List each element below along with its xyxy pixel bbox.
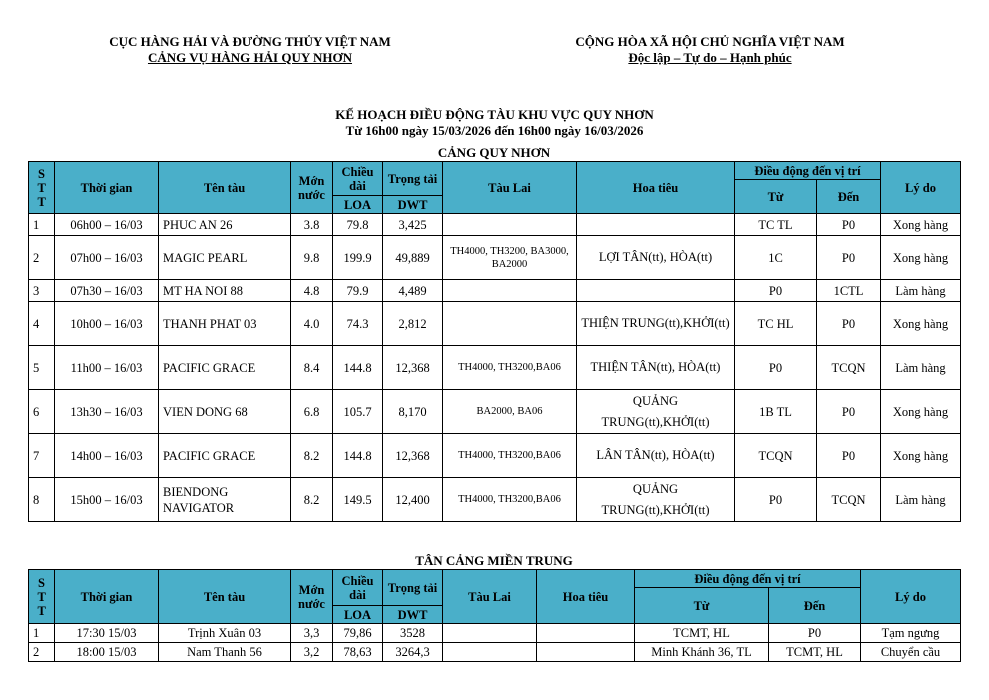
- cell-reason: Xong hàng: [881, 236, 961, 280]
- authority-name: CỤC HÀNG HẢI VÀ ĐƯỜNG THỦY VIỆT NAM: [109, 34, 391, 49]
- cell-dwt: 12,368: [383, 346, 443, 390]
- cell-from: 1C: [735, 236, 817, 280]
- cell-draft: 6.8: [291, 390, 333, 434]
- cell-time: 17:30 15/03: [55, 624, 159, 643]
- cell-tug: BA2000, BA06: [443, 390, 577, 434]
- col2-to: Đến: [769, 588, 861, 624]
- cell-ship: MAGIC PEARL: [159, 236, 291, 280]
- cell-tug: [443, 624, 537, 643]
- section2-table: [28, 569, 961, 662]
- table-row: [29, 624, 961, 643]
- authority-header: [60, 34, 440, 66]
- cell-ship: Trịnh Xuân 03: [159, 624, 291, 643]
- cell-dwt: 12,368: [383, 434, 443, 478]
- cell-loa: 78,63: [333, 643, 383, 662]
- cell-reason: Xong hàng: [881, 214, 961, 236]
- cell-stt: 1: [29, 624, 55, 643]
- cell-pilot: THIỆN TÂN(tt), HÒA(tt): [577, 346, 735, 390]
- national-motto: Độc lập – Tự do – Hạnh phúc: [628, 50, 792, 65]
- col2-reason: Lý do: [861, 570, 961, 624]
- col-draft-l2: nước: [298, 187, 325, 202]
- cell-dwt: 49,889: [383, 236, 443, 280]
- cell-pilot: [537, 624, 635, 643]
- cell-reason: Xong hàng: [881, 302, 961, 346]
- table-row: [29, 434, 961, 478]
- col-move-group: Điều động đến vị trí: [735, 162, 881, 180]
- cell-to: TCMT, HL: [769, 643, 861, 662]
- cell-time: 18:00 15/03: [55, 643, 159, 662]
- cell-stt: 3: [29, 280, 55, 302]
- col-time: Thời gian: [55, 162, 159, 214]
- section1-body: [29, 214, 961, 522]
- cell-time: 15h00 – 16/03: [55, 478, 159, 522]
- cell-reason: Làm hàng: [881, 346, 961, 390]
- cell-to: P0: [769, 624, 861, 643]
- cell-ship: PHUC AN 26: [159, 214, 291, 236]
- cell-stt: 1: [29, 214, 55, 236]
- cell-ship: PACIFIC GRACE: [159, 434, 291, 478]
- col2-loa: LOA: [333, 606, 383, 624]
- cell-time: 14h00 – 16/03: [55, 434, 159, 478]
- cell-tug: TH4000, TH3200,BA06: [443, 346, 577, 390]
- col2-from: Từ: [635, 588, 769, 624]
- col-dwt: DWT: [383, 196, 443, 214]
- cell-ship: BIENDONG NAVIGATOR: [159, 478, 291, 522]
- table-row: [29, 214, 961, 236]
- col2-length: [333, 570, 383, 606]
- cell-to: P0: [817, 214, 881, 236]
- cell-draft: 8.2: [291, 434, 333, 478]
- cell-tug: TH4000, TH3200, BA3000, BA2000: [443, 236, 577, 280]
- cell-loa: 144.8: [333, 434, 383, 478]
- cell-from: TC HL: [735, 302, 817, 346]
- cell-dwt: 2,812: [383, 302, 443, 346]
- col-pilot: Hoa tiêu: [577, 162, 735, 214]
- cell-reason: Làm hàng: [881, 478, 961, 522]
- cell-pilot: QUẢNG TRUNG(tt),KHỞI(tt): [577, 390, 735, 434]
- cell-reason: Tạm ngưng: [861, 624, 961, 643]
- col-tug: Tàu Lai: [443, 162, 577, 214]
- cell-from: Minh Khánh 36, TL: [635, 643, 769, 662]
- cell-draft: 3,3: [291, 624, 333, 643]
- cell-time: 07h30 – 16/03: [55, 280, 159, 302]
- col2-draft-l1: Mớn: [298, 582, 325, 597]
- col2-length-l1: Chiều: [341, 573, 374, 588]
- cell-from: P0: [735, 346, 817, 390]
- col2-dwt: DWT: [383, 606, 443, 624]
- col2-length-l2: dài: [349, 587, 366, 602]
- cell-tug: [443, 302, 577, 346]
- col2-tonnage: Trọng tải: [383, 570, 443, 606]
- cell-pilot: [577, 280, 735, 302]
- table-row: [29, 236, 961, 280]
- cell-stt: 5: [29, 346, 55, 390]
- cell-dwt: 4,489: [383, 280, 443, 302]
- cell-to: 1CTL: [817, 280, 881, 302]
- col-length-l2: dài: [349, 178, 366, 193]
- cell-ship: Nam Thanh 56: [159, 643, 291, 662]
- col-to: Đến: [817, 180, 881, 214]
- cell-to: P0: [817, 236, 881, 280]
- col-length: [333, 162, 383, 196]
- cell-dwt: 3264,3: [383, 643, 443, 662]
- cell-draft: 4.8: [291, 280, 333, 302]
- cell-ship: PACIFIC GRACE: [159, 346, 291, 390]
- col2-ship: Tên tàu: [159, 570, 291, 624]
- plan-subtitle: Từ 16h00 ngày 15/03/2026 đến 16h00 ngày 16/03/2026: [345, 123, 644, 138]
- col2-draft: [291, 570, 333, 624]
- cell-dwt: 3528: [383, 624, 443, 643]
- cell-to: TCQN: [817, 346, 881, 390]
- cell-stt: 7: [29, 434, 55, 478]
- col-draft-l1: Mớn: [298, 173, 325, 188]
- col2-stt: [29, 570, 55, 624]
- cell-time: 10h00 – 16/03: [55, 302, 159, 346]
- cell-tug: TH4000, TH3200,BA06: [443, 434, 577, 478]
- cell-from: 1B TL: [735, 390, 817, 434]
- cell-ship: VIEN DONG 68: [159, 390, 291, 434]
- cell-ship: MT HA NOI 88: [159, 280, 291, 302]
- cell-ship: THANH PHAT 03: [159, 302, 291, 346]
- col-reason: Lý do: [881, 162, 961, 214]
- cell-pilot: [537, 643, 635, 662]
- cell-tug: [443, 643, 537, 662]
- col-draft: [291, 162, 333, 214]
- cell-loa: 149.5: [333, 478, 383, 522]
- cell-pilot: LÂN TÂN(tt), HÒA(tt): [577, 434, 735, 478]
- cell-loa: 105.7: [333, 390, 383, 434]
- cell-loa: 199.9: [333, 236, 383, 280]
- cell-time: 07h00 – 16/03: [55, 236, 159, 280]
- cell-time: 06h00 – 16/03: [55, 214, 159, 236]
- cell-pilot: [577, 214, 735, 236]
- cell-tug: [443, 214, 577, 236]
- national-header: [520, 34, 900, 66]
- cell-loa: 79.8: [333, 214, 383, 236]
- cell-dwt: 3,425: [383, 214, 443, 236]
- cell-draft: 4.0: [291, 302, 333, 346]
- cell-stt: 2: [29, 643, 55, 662]
- cell-loa: 74.3: [333, 302, 383, 346]
- cell-stt: 8: [29, 478, 55, 522]
- col2-pilot: Hoa tiêu: [537, 570, 635, 624]
- table-row: [29, 280, 961, 302]
- cell-loa: 79,86: [333, 624, 383, 643]
- col2-draft-l2: nước: [298, 596, 325, 611]
- col-loa: LOA: [333, 196, 383, 214]
- table-row: [29, 643, 961, 662]
- col-length-l1: Chiều: [341, 164, 374, 179]
- port-authority-name: CẢNG VỤ HÀNG HẢI QUY NHƠN: [147, 50, 353, 65]
- cell-from: TCMT, HL: [635, 624, 769, 643]
- col2-tug: Tàu Lai: [443, 570, 537, 624]
- cell-from: TC TL: [735, 214, 817, 236]
- col2-stt-label: S T T: [37, 575, 46, 618]
- section2-title: TÂN CẢNG MIỀN TRUNG: [415, 553, 573, 568]
- col2-move-group: Điều động đến vị trí: [635, 570, 861, 588]
- plan-title: KẾ HOẠCH ĐIỀU ĐỘNG TÀU KHU VỰC QUY NHƠN: [335, 107, 654, 122]
- cell-to: P0: [817, 302, 881, 346]
- section2-body: [29, 624, 961, 662]
- cell-draft: 8.2: [291, 478, 333, 522]
- cell-to: TCQN: [817, 478, 881, 522]
- cell-reason: Xong hàng: [881, 390, 961, 434]
- cell-draft: 3,2: [291, 643, 333, 662]
- cell-draft: 9.8: [291, 236, 333, 280]
- cell-from: TCQN: [735, 434, 817, 478]
- table-row: [29, 346, 961, 390]
- section1-table: [28, 161, 961, 522]
- cell-time: 11h00 – 16/03: [55, 346, 159, 390]
- col-from: Từ: [735, 180, 817, 214]
- cell-time: 13h30 – 16/03: [55, 390, 159, 434]
- cell-reason: Xong hàng: [881, 434, 961, 478]
- col-ship: Tên tàu: [159, 162, 291, 214]
- cell-reason: Làm hàng: [881, 280, 961, 302]
- col2-time: Thời gian: [55, 570, 159, 624]
- cell-draft: 3.8: [291, 214, 333, 236]
- col-tonnage: Trọng tải: [383, 162, 443, 196]
- cell-tug: TH4000, TH3200,BA06: [443, 478, 577, 522]
- national-motto-title: CỘNG HÒA XÃ HỘI CHỦ NGHĨA VIỆT NAM: [575, 34, 845, 49]
- cell-draft: 8.4: [291, 346, 333, 390]
- cell-pilot: LỢI TÂN(tt), HÒA(tt): [577, 236, 735, 280]
- cell-loa: 144.8: [333, 346, 383, 390]
- cell-stt: 2: [29, 236, 55, 280]
- cell-stt: 6: [29, 390, 55, 434]
- cell-from: P0: [735, 280, 817, 302]
- cell-to: P0: [817, 434, 881, 478]
- cell-loa: 79.9: [333, 280, 383, 302]
- cell-dwt: 12,400: [383, 478, 443, 522]
- table-row: [29, 302, 961, 346]
- cell-dwt: 8,170: [383, 390, 443, 434]
- col-stt: [29, 162, 55, 214]
- cell-to: P0: [817, 390, 881, 434]
- cell-stt: 4: [29, 302, 55, 346]
- table-row: [29, 478, 961, 522]
- cell-reason: Chuyển cầu: [861, 643, 961, 662]
- cell-from: P0: [735, 478, 817, 522]
- cell-pilot: QUẢNG TRUNG(tt),KHỞI(tt): [577, 478, 735, 522]
- section1-title: CẢNG QUY NHƠN: [437, 145, 551, 160]
- table-row: [29, 390, 961, 434]
- cell-tug: [443, 280, 577, 302]
- cell-pilot: THIỆN TRUNG(tt),KHỞI(tt): [577, 302, 735, 346]
- col-stt-label: S T T: [37, 166, 46, 209]
